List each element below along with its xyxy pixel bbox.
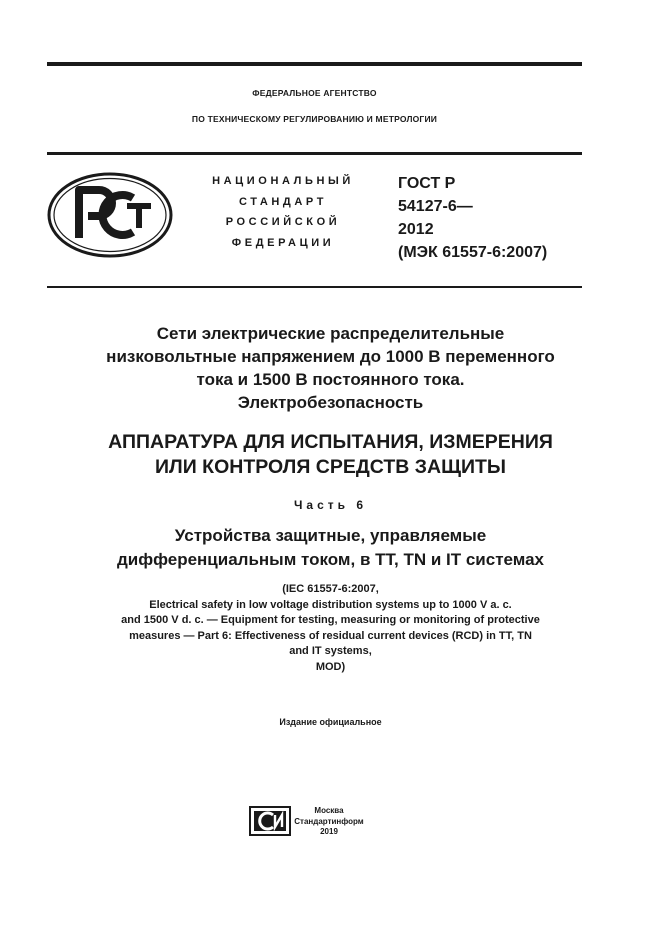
natstd-line: РОССИЙСКОЙ: [225, 216, 341, 228]
designation-line: (МЭК 61557-6:2007): [398, 244, 548, 261]
header-rule: [47, 152, 582, 155]
english-title-line: MOD): [315, 660, 346, 673]
agency-line-2: ПО ТЕХНИЧЕСКОМУ РЕГУЛИРОВАНИЮ И МЕТРОЛОГИИ: [191, 114, 438, 124]
publisher-si-icon: [249, 806, 291, 836]
general-title-line: тока и 1500 В постоянного тока.: [196, 370, 465, 389]
publisher-name: Стандартинформ: [294, 816, 364, 826]
publisher-year: 2019: [320, 827, 338, 836]
main-title: [47, 430, 614, 480]
english-title-line: and 1500 V d. c. — Equipment for testing, measuring or monitoring of protective: [121, 614, 540, 626]
subtitle-line: дифференциальным током, в TT, TN и IT системах: [116, 550, 545, 569]
designation-line: 2012: [398, 221, 434, 238]
general-title-line: низковольтные напряжением до 1000 В переменного: [106, 347, 555, 366]
subtitle-line: Устройства защитные, управляемые: [174, 526, 487, 545]
agency-line-1: ФЕДЕРАЛЬНОЕ АГЕНТСТВО: [252, 88, 377, 98]
english-title-line: Electrical safety in low voltage distribution systems up to 1000 V a. c.: [149, 598, 512, 611]
natstd-line: НАЦИОНАЛЬНЫЙ: [212, 175, 354, 187]
general-title-line: Сети электрические распределительные: [156, 324, 505, 343]
english-title-line: (IEC 61557-6:2007,: [282, 583, 379, 595]
standard-designation: [398, 172, 547, 264]
edition-label: Издание официальное: [279, 717, 382, 727]
english-title: [47, 582, 614, 675]
designation-line: ГОСТ Р: [398, 175, 456, 192]
english-title-line: and IT systems,: [289, 645, 372, 657]
main-title-line: АППАРАТУРА ДЛЯ ИСПЫТАНИЯ, ИЗМЕРЕНИЯ: [108, 431, 553, 453]
general-title-line: Электробезопасность: [237, 393, 424, 412]
designation-line: 54127-6—: [398, 198, 473, 215]
natstd-line: СТАНДАРТ: [238, 195, 328, 208]
english-title-line: measures — Part 6: Effectiveness of residual current devices (RCD) in TT, TN: [129, 629, 532, 642]
publisher-block: [290, 806, 368, 838]
part-label: Часть 6: [293, 498, 368, 512]
top-rule: [47, 62, 582, 66]
publisher-city: Москва: [314, 806, 344, 815]
national-standard-label: [193, 171, 373, 253]
subtitle: [47, 524, 614, 572]
block-rule: [47, 286, 582, 288]
rst-emblem-icon: [47, 172, 173, 258]
natstd-line: ФЕДЕРАЦИИ: [231, 236, 335, 249]
general-title: [47, 322, 614, 414]
main-title-line: ИЛИ КОНТРОЛЯ СРЕДСТВ ЗАЩИТЫ: [155, 456, 506, 478]
